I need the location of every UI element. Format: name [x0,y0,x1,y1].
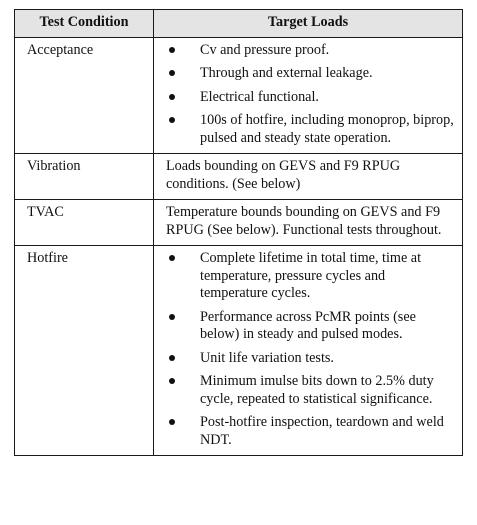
table-header-row [15,10,463,38]
condition-cell: Hotfire [15,246,154,456]
loads-cell [154,37,463,154]
list-item-text: Minimum imulse bits down to 2.5% duty cycle, repeated to statistical significance. [200,373,434,407]
table-row-tvac [15,200,463,246]
condition-cell: Acceptance [15,37,154,154]
list-item [166,250,456,303]
list-item-text: Post-hotfire inspection, teardown and weld NDT. [200,414,444,448]
bullet-icon [169,355,175,361]
list-item [166,414,456,449]
bullet-icon [169,47,175,53]
list-item-text: Through and external leakage. [200,65,373,81]
table-row-vibration [15,154,463,200]
bullet-icon [169,378,175,384]
list-item [166,42,456,60]
bullet-list [166,250,456,449]
bullet-icon [169,117,175,123]
bullet-icon [169,314,175,320]
list-item [166,112,456,147]
loads-cell: Temperature bounds bounding on GEVS and F9 RPUG (See below). Functional tests throughout. [154,200,463,246]
bullet-icon [169,70,175,76]
list-item-text: 100s of hotfire, including monoprop, biprop, pulsed and steady state operation. [200,112,454,146]
table-row-hotfire [15,246,463,456]
list-item [166,89,456,107]
header-target-loads: Target Loads [154,10,463,38]
bullet-list [166,42,456,148]
list-item-text: Complete lifetime in total time, time at temperature, pressure cycles and temperature cycles. [200,250,422,301]
test-conditions-table [14,9,463,456]
list-item [166,309,456,344]
list-item-text: Unit life variation tests. [200,349,334,366]
list-item-text: Performance across PcMR points (see below) in steady and pulsed modes. [200,308,416,342]
condition-cell: Vibration [15,154,154,200]
bullet-icon [169,419,175,425]
list-item [166,350,456,368]
test-conditions-table-container [14,9,463,456]
bullet-icon [169,94,175,100]
table-row-acceptance [15,37,463,154]
bullet-icon [169,255,175,261]
header-test-condition: Test Condition [15,10,154,38]
loads-cell [154,246,463,456]
list-item [166,373,456,408]
condition-cell: TVAC [15,200,154,246]
list-item [166,65,456,83]
list-item-text: Cv and pressure proof. [200,41,330,58]
list-item-text: Electrical functional. [200,88,319,105]
loads-cell: Loads bounding on GEVS and F9 RPUG conditions. (See below) [154,154,463,200]
